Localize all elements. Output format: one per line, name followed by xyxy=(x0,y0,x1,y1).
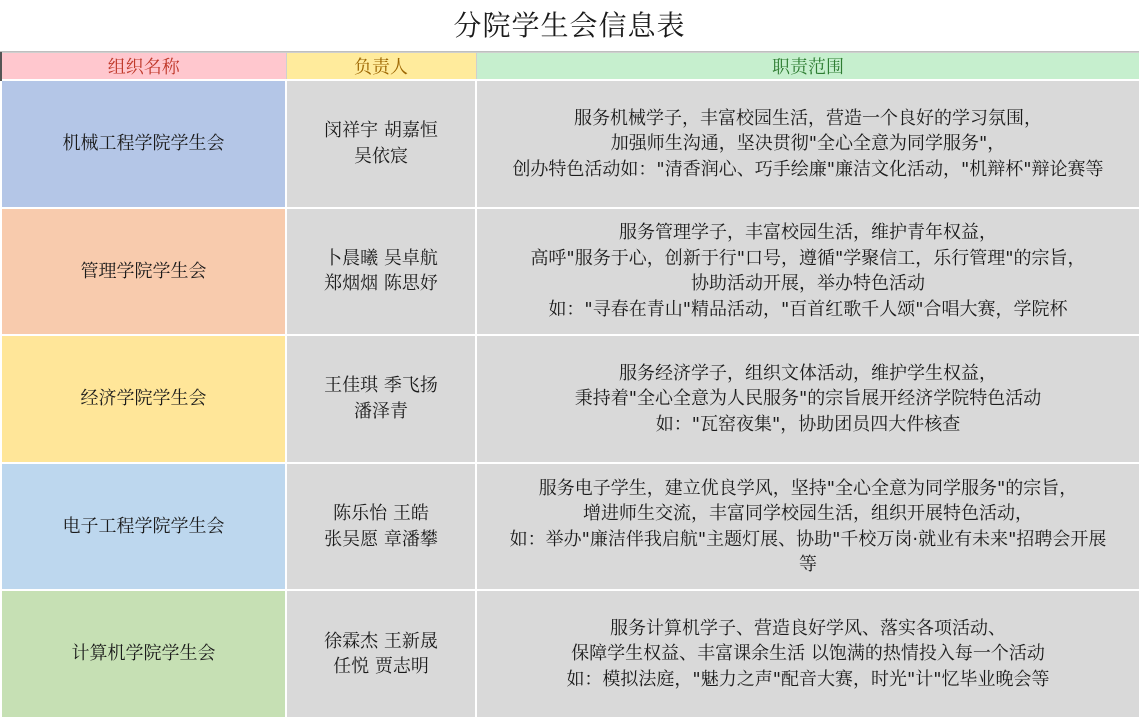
leader-line: 陈乐怡 王皓 xyxy=(333,503,429,525)
leader-line: 吴依宸 xyxy=(354,145,408,167)
leader-line: 王佳琪 季飞扬 xyxy=(324,375,438,397)
header-leaders[interactable]: 负责人 xyxy=(286,53,476,81)
duty-line: 高呼"服务于心，创新于行"口号，遵循"学聚信工，乐行管理"的宗旨， xyxy=(530,247,1086,269)
table-row xyxy=(1,208,1139,336)
leaders-cell[interactable] xyxy=(286,80,476,208)
leader-line: 张吴愿 章潘攀 xyxy=(324,528,438,550)
duty-line: 服务机械学子，丰富校园生活，营造一个良好的学习氛围， xyxy=(574,107,1042,129)
org-name-cell[interactable]: 电子工程学院学生会 xyxy=(1,463,286,591)
duty-line: 协助活动开展，举办特色活动 xyxy=(691,273,925,295)
duty-line: 秉持着"全心全意为人民服务"的宗旨展开经济学院特色活动 xyxy=(574,388,1042,410)
leader-line: 徐霖杰 王新晟 xyxy=(324,630,438,652)
table-row xyxy=(1,590,1139,718)
student-union-table xyxy=(0,52,1139,719)
duty-line: 等 xyxy=(799,554,817,576)
duty-line: 服务电子学生，建立优良学风，坚持"全心全意为同学服务"的宗旨， xyxy=(538,477,1078,499)
header-duties[interactable]: 职责范围 xyxy=(476,53,1139,81)
leader-line: 闵祥宇 胡嘉恒 xyxy=(324,120,438,142)
duty-line: 如：举办"廉洁伴我启航"主题灯展、协助"千校万岗·就业有未来"招聘会开展 xyxy=(509,528,1107,550)
org-name-cell[interactable]: 机械工程学院学生会 xyxy=(1,80,286,208)
duty-line: 保障学生权益、丰富课余生活 以饱满的热情投入每一个活动 xyxy=(571,643,1045,665)
duty-line: 增进师生交流，丰富同学校园生活，组织开展特色活动， xyxy=(583,503,1033,525)
duty-line: 如：模拟法庭，"魅力之声"配音大赛，时光"计"忆毕业晚会等 xyxy=(566,668,1050,690)
duty-line: 服务经济学子，组织文体活动，维护学生权益， xyxy=(619,362,997,384)
table-row xyxy=(1,335,1139,463)
duty-line: 加强师生沟通，坚决贯彻"全心全意为同学服务"， xyxy=(610,133,1006,155)
duty-line: 服务计算机学子、营造良好学风、落实各项活动、 xyxy=(610,617,1006,639)
header-org-name[interactable]: 组织名称 xyxy=(1,53,286,81)
leaders-cell[interactable] xyxy=(286,208,476,336)
duties-cell[interactable] xyxy=(476,80,1139,208)
leader-line: 卜晨曦 吴卓航 xyxy=(324,247,438,269)
table-row xyxy=(1,80,1139,208)
page-title: 分院学生会信息表 xyxy=(0,0,1139,52)
duty-line: 如："瓦窑夜集"，协助团员四大件核查 xyxy=(655,413,961,435)
leader-line: 潘泽青 xyxy=(354,400,408,422)
duties-cell[interactable] xyxy=(476,335,1139,463)
org-name-cell[interactable]: 管理学院学生会 xyxy=(1,208,286,336)
leaders-cell[interactable] xyxy=(286,590,476,718)
header-row xyxy=(1,53,1139,81)
org-name-cell[interactable]: 经济学院学生会 xyxy=(1,335,286,463)
duties-cell[interactable] xyxy=(476,590,1139,718)
leader-line: 任悦 贾志明 xyxy=(333,656,429,678)
duty-line: 创办特色活动如："清香润心、巧手绘廉"廉洁文化活动，"机辩杯"辩论赛等 xyxy=(512,158,1104,180)
leaders-cell[interactable] xyxy=(286,463,476,591)
duty-line: 如："寻春在青山"精品活动，"百首红歌千人颂"合唱大赛，学院杯 xyxy=(548,298,1068,320)
duties-cell[interactable] xyxy=(476,463,1139,591)
leaders-cell[interactable] xyxy=(286,335,476,463)
duties-cell[interactable] xyxy=(476,208,1139,336)
duty-line: 服务管理学子，丰富校园生活，维护青年权益， xyxy=(619,222,997,244)
table-row xyxy=(1,463,1139,591)
org-name-cell[interactable]: 计算机学院学生会 xyxy=(1,590,286,718)
leader-line: 郑烟烟 陈思妤 xyxy=(324,273,438,295)
